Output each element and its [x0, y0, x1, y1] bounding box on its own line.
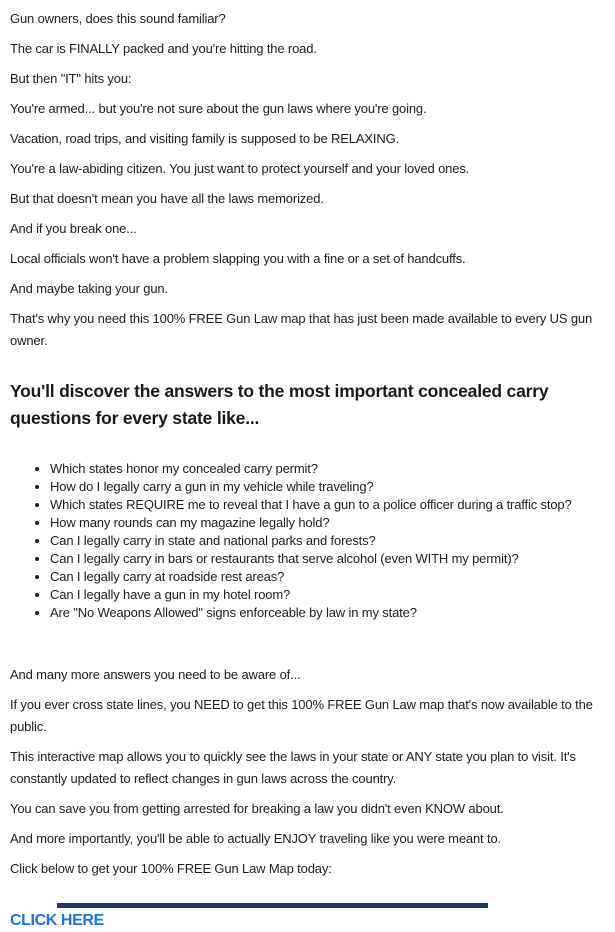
list-item: • Can I legally carry in bars or restaurants that serve alcohol (even WITH my permit)? — [50, 550, 605, 568]
paragraph: This interactive map allows you to quickly see the laws in your state or ANY state you plan to visit. It's constantly updated to reflect changes in gun laws across the country. — [10, 749, 576, 786]
paragraph: But then "IT" hits you: — [10, 71, 132, 86]
list-item: • Which states REQUIRE me to reveal that I have a gun to a police officer during a traffic stop? — [50, 496, 605, 514]
list-item: • Can I legally carry at roadside rest areas? — [50, 568, 605, 586]
paragraph: And more importantly, you'll be able to actually ENJOY traveling like you were meant to. — [10, 831, 501, 846]
list-item: • Can I legally have a gun in my hotel room? — [50, 586, 605, 604]
paragraph: And maybe taking your gun. — [10, 281, 168, 296]
list-item: • How many rounds can my magazine legally hold? — [50, 514, 605, 532]
paragraph: And many more answers you need to be aware of... — [10, 667, 301, 682]
paragraph: You're a law-abiding citizen. You just want to protect yourself and your loved ones. — [10, 161, 470, 176]
paragraph: Click below to get your 100% FREE Gun Law Map today: — [10, 861, 332, 876]
paragraph: Vacation, road trips, and visiting family is supposed to be RELAXING. — [10, 131, 399, 146]
list-item: • How do I legally carry a gun in my vehicle while traveling? — [50, 478, 605, 496]
outro-section — [10, 664, 605, 880]
list-item: • Are "No Weapons Allowed" signs enforceable by law in my state? — [50, 604, 605, 622]
paragraph: You can save you from getting arrested for breaking a law you didn't even KNOW about. — [10, 801, 504, 816]
click-here-link[interactable]: CLICK HERE — [10, 912, 104, 929]
questions-list — [10, 460, 605, 622]
paragraph: And if you break one... — [10, 221, 137, 236]
paragraph: Gun owners, does this sound familiar? — [10, 11, 226, 26]
next-section-top-edge — [57, 903, 488, 908]
section-heading: You'll discover the answers to the most important concealed carry questions for every state like... — [10, 381, 549, 428]
paragraph: If you ever cross state lines, you NEED to get this 100% FREE Gun Law map that's now available to the public. — [10, 697, 593, 734]
paragraph: Local officials won't have a problem slapping you with a fine or a set of handcuffs. — [10, 251, 466, 266]
list-item: • Can I legally carry in state and national parks and forests? — [50, 532, 605, 550]
paragraph: The car is FINALLY packed and you're hitting the road. — [10, 41, 317, 56]
cta-row — [10, 910, 605, 932]
paragraph: That's why you need this 100% FREE Gun Law map that has just been made available to every US gun owner. — [10, 311, 593, 348]
paragraph: You're armed... but you're not sure about the gun laws where you're going. — [10, 101, 427, 116]
paragraph: But that doesn't mean you have all the laws memorized. — [10, 191, 324, 206]
list-item: • Which states honor my concealed carry permit? — [50, 460, 605, 478]
